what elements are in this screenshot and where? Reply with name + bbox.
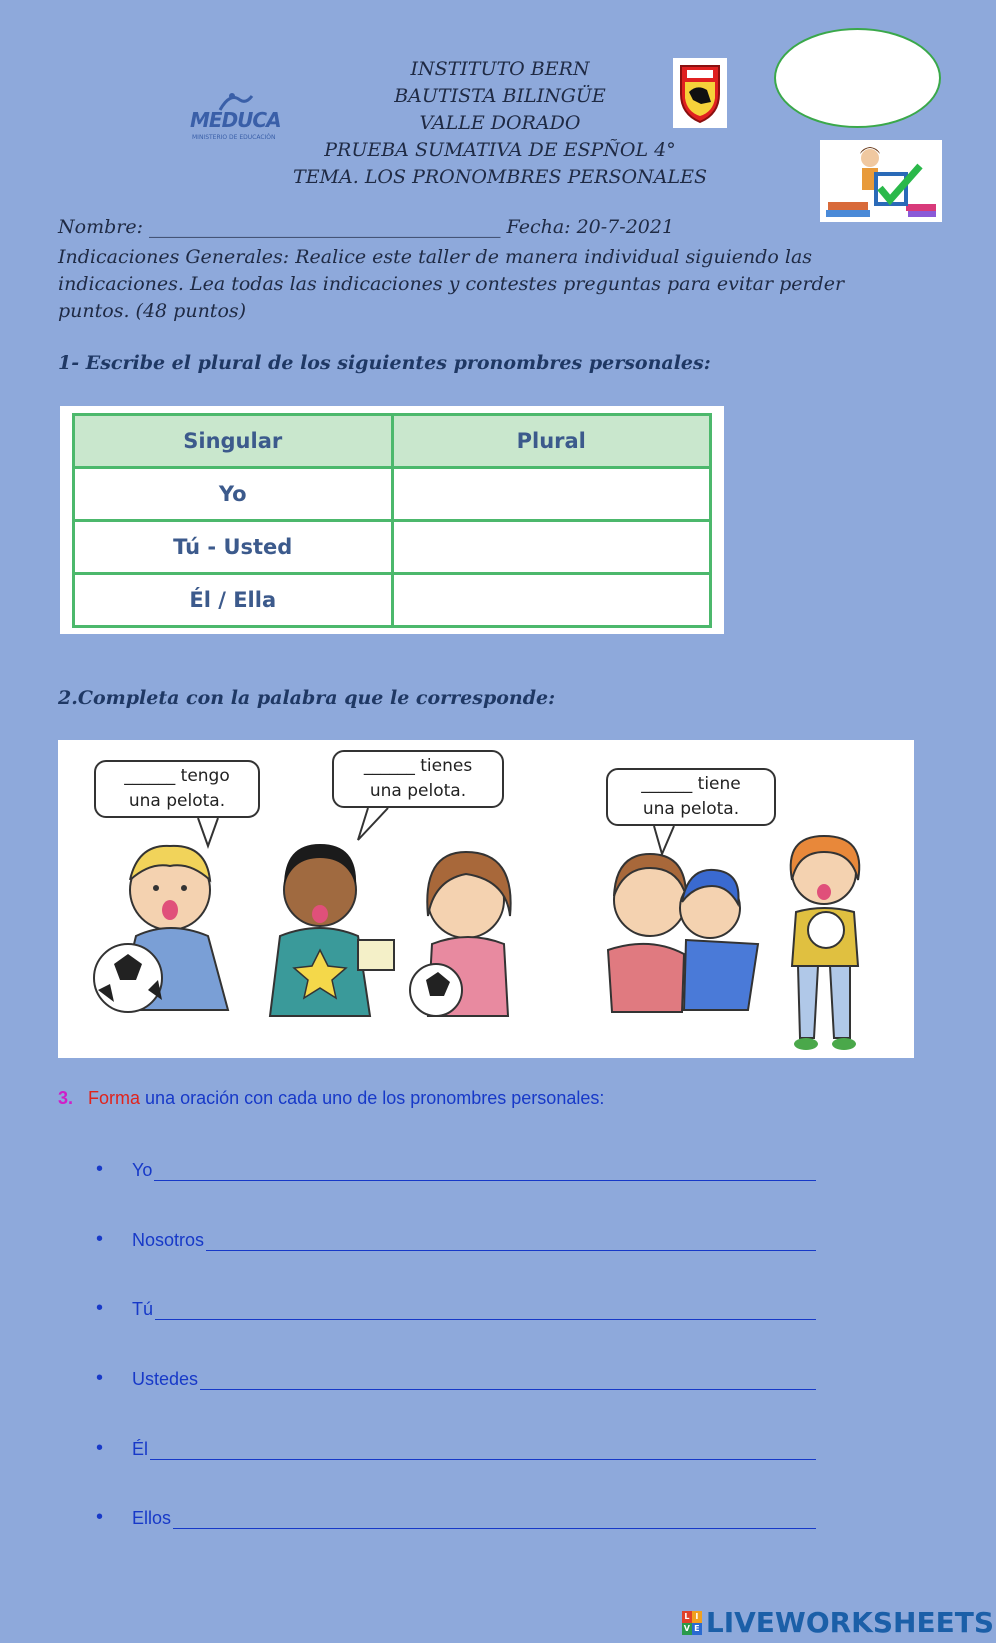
sentence-answer-line[interactable] — [200, 1371, 816, 1390]
bubble-2-line-2: una pelota. — [369, 781, 467, 801]
general-instructions: Indicaciones Generales: Realice este taller de manera individual siguiendo las indicaciones. Lea todas las indicaciones y contestes preguntas para evitar perder puntos. (48 puntos) — [58, 246, 845, 322]
header-line-3: VALLE DORADO — [419, 112, 581, 134]
singular-cell: Yo — [74, 468, 393, 521]
sentence-item-ustedes[interactable] — [96, 1367, 816, 1390]
question-1-title: 1- Escribe el plural de los siguientes pronombres personales: — [58, 352, 711, 374]
header-line-2: BAUTISTA BILINGÜE — [394, 85, 606, 107]
sentence-label: Tú — [132, 1299, 154, 1319]
school-crest-icon — [673, 58, 727, 128]
sentence-item-nosotros[interactable] — [96, 1228, 816, 1251]
question-3-verb: Forma — [88, 1088, 141, 1108]
sentence-answer-line[interactable] — [206, 1232, 816, 1251]
liveworksheets-badge-icon: L I V E — [682, 1611, 702, 1635]
sentence-label: Nosotros — [132, 1230, 205, 1250]
question-3-title — [58, 1088, 604, 1109]
sentence-label: Yo — [132, 1160, 153, 1180]
bullet-icon: • — [96, 1158, 104, 1180]
sentence-item-el[interactable] — [96, 1437, 816, 1460]
bullet-icon: • — [96, 1506, 104, 1528]
meduca-subtitle: MINISTERIO DE EDUCACIÓN — [192, 134, 276, 141]
singular-header: Singular — [74, 415, 393, 468]
bubble-3-line-2: una pelota. — [642, 799, 740, 819]
sentence-item-yo[interactable] — [96, 1158, 816, 1181]
table-row — [74, 468, 711, 521]
grade-oval — [774, 28, 941, 128]
sentence-answer-line[interactable] — [155, 1301, 816, 1320]
question-3-text: una oración con cada uno de los pronombres personales: — [140, 1088, 605, 1108]
bubble-3-line-1[interactable]: ______ tiene — [641, 774, 741, 794]
liveworksheets-wordmark: LIVEWORKSHEETS — [705, 1606, 994, 1639]
question-3-number: 3. — [58, 1088, 74, 1108]
plural-header: Plural — [392, 415, 711, 468]
bullet-icon: • — [96, 1228, 104, 1250]
header-line-4: PRUEBA SUMATIVA DE ESPÑOL 4° — [324, 139, 676, 161]
table-row — [74, 521, 711, 574]
sentence-answer-line[interactable] — [154, 1162, 816, 1181]
speech-bubble-1 — [94, 760, 260, 818]
liveworksheets-logo — [682, 1606, 994, 1639]
bullet-icon: • — [96, 1297, 104, 1319]
singular-cell: Él / Ella — [74, 574, 393, 627]
header-line-5: TEMA. LOS PRONOMBRES PERSONALES — [293, 166, 707, 188]
name-date-line: Nombre: _____________________________________ Fecha: 20-7-2021 — [58, 216, 675, 238]
plural-answer-cell[interactable] — [392, 468, 711, 521]
plural-answer-cell[interactable] — [392, 521, 711, 574]
sentence-item-ellos[interactable] — [96, 1506, 816, 1529]
meduca-logo — [190, 90, 280, 156]
speech-bubble-2 — [332, 750, 504, 808]
school-header — [290, 56, 710, 191]
sentence-label: Él — [132, 1439, 149, 1459]
table-header-row — [74, 415, 711, 468]
plural-answer-cell[interactable] — [392, 574, 711, 627]
sentence-label: Ellos — [132, 1508, 172, 1528]
header-line-1: INSTITUTO BERN — [410, 58, 590, 80]
sentence-answer-line[interactable] — [150, 1441, 816, 1460]
question-2-title: 2.Completa con la palabra que le corresponde: — [58, 687, 556, 709]
bubble-2-line-1[interactable]: ______ tienes — [363, 756, 473, 776]
teacher-checkmark-icon — [820, 140, 942, 222]
table-row — [74, 574, 711, 627]
pronoun-table — [72, 413, 712, 628]
page-edge — [996, 0, 1000, 1643]
sentence-item-tu[interactable] — [96, 1297, 816, 1320]
singular-cell: Tú - Usted — [74, 521, 393, 574]
children-illustration — [58, 740, 914, 1058]
pronoun-table-box — [60, 406, 724, 634]
speech-bubble-3 — [606, 768, 776, 826]
sentence-label: Ustedes — [132, 1369, 199, 1389]
bubble-1-line-1[interactable]: ______ tengo — [124, 766, 230, 786]
bullet-icon: • — [96, 1367, 104, 1389]
bullet-icon: • — [96, 1437, 104, 1459]
sentence-answer-line[interactable] — [173, 1510, 816, 1529]
bubble-1-line-2: una pelota. — [128, 791, 226, 811]
meduca-wordmark: MEDUCA — [190, 108, 281, 132]
